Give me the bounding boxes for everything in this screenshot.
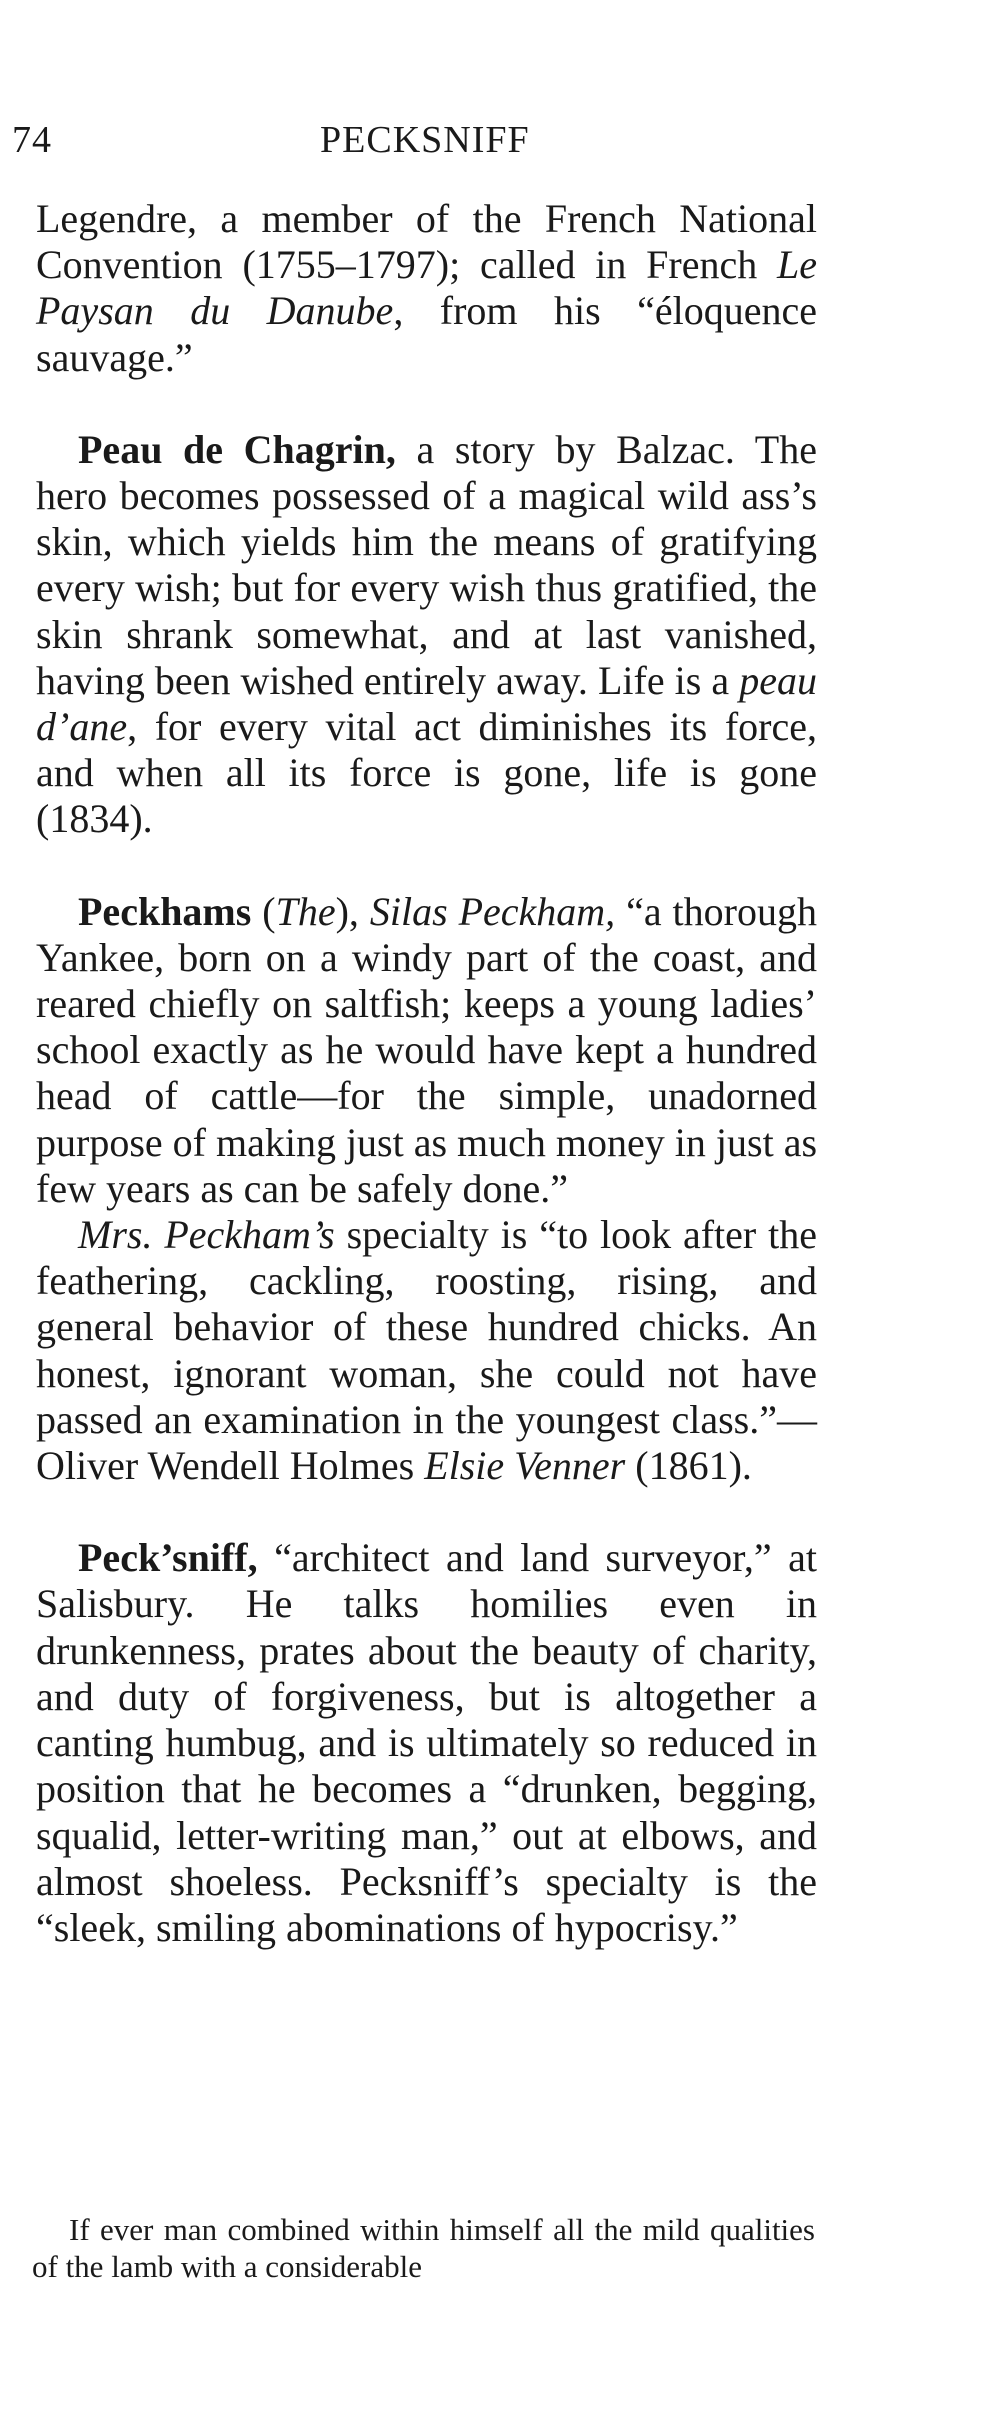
peckhams-text-c: “a thorough Yankee, born on a windy part of the coast, and reared chiefly on saltfish; keeps a young ladies’ school exactly as he would have kept a hundred head of cattle—for the simple, unadorned purpose of making just as much money in just as few years as can be safely done.” (36, 888, 818, 1211)
peau-italic: peau d’ane (36, 657, 817, 750)
quotation-block (32, 2211, 815, 2285)
peckhams-text-b: ), (335, 888, 370, 934)
peckhams-text-a: ( (251, 888, 276, 934)
legendre-text-b: , from his “éloquence sauvage.” (36, 288, 817, 380)
legendre-italic: Le Paysan du Danube (36, 242, 817, 334)
legendre-entry (36, 196, 817, 381)
elsie-venner-italic: Elsie Venner (424, 1443, 626, 1489)
page-number: 74 (12, 119, 52, 161)
legendre-text-a: Legendre, a member of the French National Convention (1755–1797); called in French (36, 196, 817, 288)
peckhams-entry (36, 889, 817, 1212)
peckhams-italic-a: The (275, 888, 336, 934)
peckhams-italic-b: Silas Peckham, (369, 888, 616, 934)
peau-headword: Peau de Chagrin, (78, 426, 396, 472)
peau-text-b: , for every vital act diminishes its force, and when all its force is gone, life is gone (1834). (36, 704, 817, 842)
mrs-peckham-italic: Mrs. Peckham’s (78, 1212, 335, 1258)
peau-text-a: a story by Balzac. The hero becomes possessed of a magical wild ass’s skin, which yields him the means of gratifying every wish; but for every wish thus gratified, the skin shrank somewhat, and at last vanished, having been wished entirely away. Life is a (36, 426, 817, 703)
page-header (12, 118, 812, 168)
body-text (36, 196, 817, 1951)
mrs-peckham-paragraph (36, 1212, 817, 1489)
pecksniff-headword: Peck’sniff, (78, 1535, 258, 1581)
peau-de-chagrin-entry (36, 427, 817, 843)
pecksniff-entry (36, 1535, 817, 1951)
mrs-peckham-text-b: (1861). (625, 1443, 752, 1489)
running-head: PECKSNIFF (320, 119, 530, 161)
peckhams-headword: Peckhams (78, 888, 252, 934)
pecksniff-text: “architect and land surveyor,” at Salisbury. He talks homilies even in drunkenness, prates about the beauty of charity, and duty of forgiveness, but is altogether a canting humbug, and is ultimately so reduced in position that he becomes a “drunken, begging, squalid, letter-writing man,” out at elbows, and almost shoeless. Pecksniff’s specialty is the “sleek, smiling abominations of hypocrisy.” (36, 1535, 817, 1950)
quotation-text: If ever man combined within himself all the mild qualities of the lamb with a considerable (32, 2212, 815, 2284)
mrs-peckham-text-a: specialty is “to look after the feathering, cackling, roosting, rising, and general behavior of these hundred chicks. An honest, ignorant woman, she could not have passed an examination in the youngest class.”—Oliver Wendell Holmes (36, 1212, 817, 1489)
